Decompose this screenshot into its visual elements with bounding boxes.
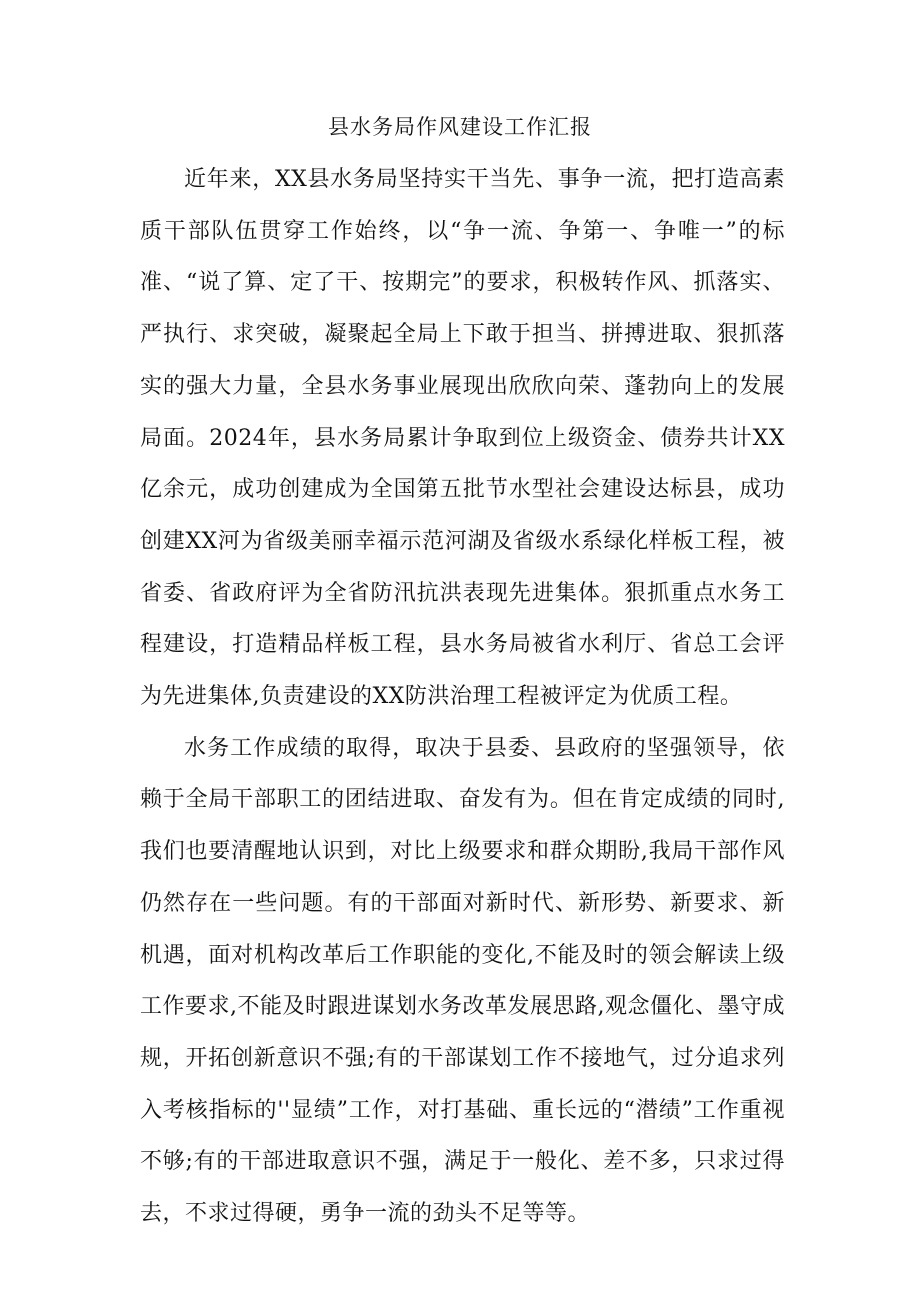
paragraph-achievements: 近年来，XX县水务局坚持实干当先、事争一流，把打造高素质干部队伍贯穿工作始终，以“争一流、争第一、争唯一”的标准、“说了算、定了干、按期完”的要求，积极转作风、抓落实、严执行、求突破，凝聚起全局上下敢于担当、拼搏进取、狠抓落实的强大力量，全县水务事业展现出欣欣向荣、蓬勃向上的发展局面。2024年，县水务局累计争取到位上级资金、债券共计XX亿余元，成功创建成为全国第五批节水型社会建设达标县，成功创建XX河为省级美丽幸福示范河湖及省级水系绿化样板工程，被省委、省政府评为全省防汛抗洪表现先进集体。狠抓重点水务工程建设，打造精品样板工程，县水务局被省水利厅、省总工会评为先进集体,负责建设的XX防洪治理工程被评定为优质工程。 (140, 167, 785, 710)
document-body (140, 154, 785, 1240)
paragraph-problems: 水务工作成绩的取得，取决于县委、县政府的坚强领导，依赖于全局干部职工的团结进取、奋发有为。但在肯定成绩的同时,我们也要清醒地认识到，对比上级要求和群众期盼,我局干部作风仍然存在一些问题。有的干部面对新时代、新形势、新要求、新机遇，面对机构改革后工作职能的变化,不能及时的领会解读上级工作要求,不能及时跟进谋划水务改革发展思路,观念僵化、墨守成规，开拓创新意识不强;有的干部谋划工作不接地气，过分追求列入考核指标的''显绩”工作，对打基础、重长远的“潜绩”工作重视不够;有的干部进取意识不强，满足于一般化、差不多，只求过得去，不求过得硬，勇争一流的劲头不足等等。 (140, 735, 785, 1227)
document-title: 县水务局作风建设工作汇报 (328, 115, 592, 139)
